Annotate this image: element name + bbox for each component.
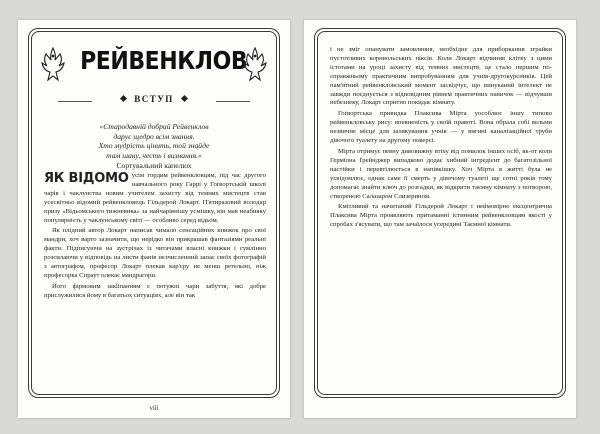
left-page xyxy=(18,20,290,418)
chapter-header xyxy=(36,40,272,88)
paragraph: Кмітливий та начитаний Гільдерой Локарт і неймовірно ексцентрична Плаксива Мірта проявляють притаманні істинним рейвенкловцям якості у спробах з'ясувати, що там зачаїлося усередині Таємної кімнати. xyxy=(330,203,552,229)
epigraph-line: дарує щедро всім знання. xyxy=(113,131,195,141)
epigraph-line: там шану, честь і визнання.» xyxy=(106,150,202,160)
eagle-icon xyxy=(38,44,68,84)
right-page xyxy=(304,20,576,418)
page-number: viii xyxy=(149,404,159,412)
page-title: РЕЙВЕНКЛОВ xyxy=(80,46,248,75)
eagle-icon xyxy=(240,44,270,84)
right-body-text xyxy=(330,46,552,232)
paragraph: Його фірмовим закlinанням є потужні чари забуття, які добре прислужилися йому в багатьох ситуаціях, але він так xyxy=(44,282,266,299)
epigraph-line: «Стародавній добрий Рейвенклов xyxy=(99,122,209,131)
diamond-icon xyxy=(181,95,188,102)
paragraph: Як плідний автор Локарт написав чимало сенсаційних книжок про свої мандри, хоч варто зазначити, що нерідко він прикрашав фантазіями реальні факти. Підписуючи на зустрічах із читачами власні книжки і сумлінно розсилаючи у відповідь на листи фанів незчисленний запас своїх фотографій з автографом, професор Локарт плекав кар'єру не менш ретельно, ніж професорка Спраут плекає мандрагори. xyxy=(44,227,266,279)
paragraph: і не зміг опанувати замовляння, необхідне для приборкання зграйки пустотливих корнвольських піксів. Коли Локарт відчинив клітку з цими істотами на уроці захисту від темних мистецтв, це стало першим по-справжньому практичним випробуванням для учнів-другокурсників. Цей пам'ятний рейвенкловський момент засвідчує, що винуканий інтелект не завжди поєднується з відповідним рівнем практичних навичок — відчувши небезпеку, Локарт спритно покидає кімнату. xyxy=(330,46,552,107)
paragraph: Мірта отримує певну дивовижну втіху від помилок інших осіб, як-от коли Герміона Ґрейнджер випадково додає хибний інгредієнт до багатозільної настійки і перевтілюється в напівкішку. Хоч Мірта в житті була не усвідомлює, однак саме її смерть у дівочому туалеті ще сотні років тому допомагає знайти ключ до розгадки, як відкрити таємну кімнату з потворою, створеною Салазаром Слизерином. xyxy=(330,147,552,200)
subtitle-text: ВСТУП xyxy=(134,94,174,104)
diamond-icon xyxy=(120,95,127,102)
epigraph-attribution: Сортувальний капелюх xyxy=(116,161,192,170)
paragraph-text: усім гордим рейвенкловцям, під час другого навчального року Гаррі у Гоґвортській школі чарів і чаклунства новим учителем захисту від темних мистецтв став усесвітньо відомий рейвенкловець Гільдерой Локарт. П'ятиразовий володар призу «Відьомського тижневика» за найчарівнішу усмішку, він мав неабияку популярність у чаклунському світі — особливо серед відьом. xyxy=(44,172,266,224)
epigraph-line: Хто мудрість цінить, той знайде xyxy=(98,141,210,150)
left-body-text xyxy=(44,172,266,303)
paragraph xyxy=(44,172,266,225)
paragraph: Гоґвортська привидка Плаксива Мірта уособлює іншу типово рейвенкловську рису: впевненість у своїй правоті. Вона обрала собі вельми незвичне місце для залякування учнів — у вигині каналізаційної труби дівочого туалету на другому поверсі. xyxy=(330,110,552,145)
dropcap: ЯК ВІДОМО xyxy=(44,171,129,186)
epigraph xyxy=(46,122,262,171)
section-subtitle xyxy=(58,94,250,110)
